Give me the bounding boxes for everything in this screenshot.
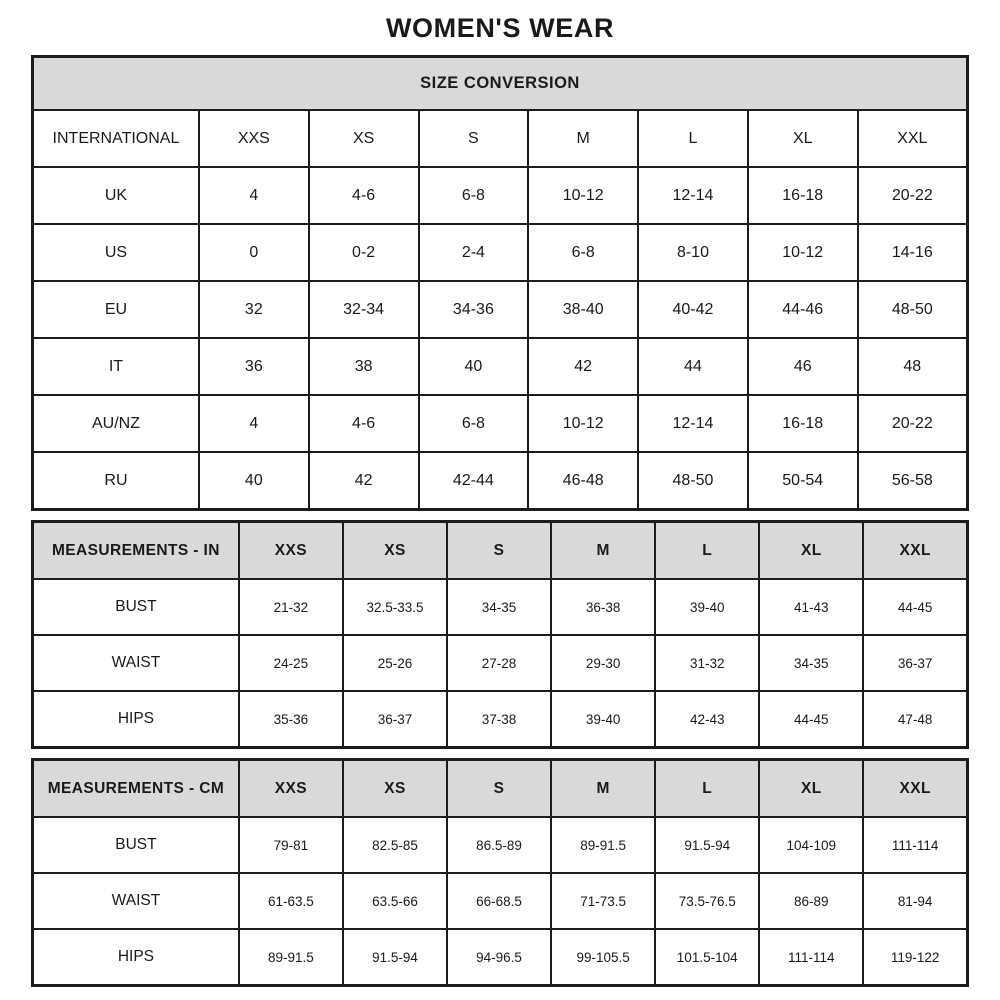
value-cell: 73.5-76.5 [655,873,759,929]
value-cell: 91.5-94 [655,817,759,873]
size-header-cell: XXS [239,760,343,818]
table-header-row [33,760,968,818]
value-cell: 89-91.5 [551,817,655,873]
table-header-row [33,522,968,580]
size-header-cell: M [551,522,655,580]
value-cell: 36 [199,338,309,395]
value-cell: 94-96.5 [447,929,551,986]
value-cell: 2-4 [419,224,529,281]
value-cell: 47-48 [863,691,967,748]
value-cell: 4-6 [309,167,419,224]
value-cell: 63.5-66 [343,873,447,929]
value-cell: 16-18 [748,395,858,452]
row-label: BUST [33,579,239,635]
size-header-cell: XS [343,522,447,580]
value-cell: 41-43 [759,579,863,635]
table-banner-row [33,57,968,111]
value-cell: 101.5-104 [655,929,759,986]
size-header-cell: XXS [239,522,343,580]
row-label: INTERNATIONAL [33,110,199,167]
value-cell: 32-34 [309,281,419,338]
value-cell: 4-6 [309,395,419,452]
value-cell: 27-28 [447,635,551,691]
value-cell: 0-2 [309,224,419,281]
value-cell: 40 [419,338,529,395]
value-cell: L [638,110,748,167]
row-label: HIPS [33,691,239,748]
size-header-cell: XXL [863,760,967,818]
row-label: UK [33,167,199,224]
page-title: WOMEN'S WEAR [385,13,615,43]
size-header-cell: S [447,522,551,580]
value-cell: 48-50 [638,452,748,510]
table-row [33,929,968,986]
table-row [33,691,968,748]
value-cell: 46 [748,338,858,395]
value-cell: 119-122 [863,929,967,986]
size-header-cell: L [655,760,759,818]
value-cell: 44-46 [748,281,858,338]
value-cell: 56-58 [858,452,968,510]
size-header-cell: XL [759,522,863,580]
value-cell: 40-42 [638,281,748,338]
value-cell: 8-10 [638,224,748,281]
value-cell: 39-40 [551,691,655,748]
value-cell: 42 [528,338,638,395]
value-cell: 35-36 [239,691,343,748]
value-cell: 20-22 [858,167,968,224]
value-cell: 86-89 [759,873,863,929]
table-row [33,167,968,224]
value-cell: 81-94 [863,873,967,929]
value-cell: 10-12 [528,167,638,224]
value-cell: 79-81 [239,817,343,873]
size-header-cell: XL [759,760,863,818]
table-measurements-cm [31,758,969,987]
row-label: HIPS [33,929,239,986]
value-cell: 29-30 [551,635,655,691]
value-cell: 37-38 [447,691,551,748]
value-cell: 14-16 [858,224,968,281]
value-cell: 86.5-89 [447,817,551,873]
value-cell: 40 [199,452,309,510]
size-header-cell: S [447,760,551,818]
value-cell: 34-35 [447,579,551,635]
row-label: RU [33,452,199,510]
value-cell: 104-109 [759,817,863,873]
value-cell: 46-48 [528,452,638,510]
value-cell: 99-105.5 [551,929,655,986]
value-cell: 82.5-85 [343,817,447,873]
value-cell: 20-22 [858,395,968,452]
value-cell: XL [748,110,858,167]
table-row [33,110,968,167]
value-cell: 12-14 [638,395,748,452]
value-cell: M [528,110,638,167]
size-header-cell: M [551,760,655,818]
value-cell: 32.5-33.5 [343,579,447,635]
size-header-cell: XXL [863,522,967,580]
value-cell: S [419,110,529,167]
table-header-title: MEASUREMENTS - CM [33,760,239,818]
table-row [33,817,968,873]
value-cell: 38 [309,338,419,395]
value-cell: 24-25 [239,635,343,691]
value-cell: 44 [638,338,748,395]
value-cell: 16-18 [748,167,858,224]
value-cell: 66-68.5 [447,873,551,929]
value-cell: 38-40 [528,281,638,338]
value-cell: 32 [199,281,309,338]
value-cell: 6-8 [419,395,529,452]
table-row [33,224,968,281]
value-cell: 25-26 [343,635,447,691]
value-cell: 48 [858,338,968,395]
value-cell: XXL [858,110,968,167]
value-cell: 34-36 [419,281,529,338]
row-label: WAIST [33,635,239,691]
table-size-conversion [31,55,969,511]
row-label: IT [33,338,199,395]
value-cell: 42-44 [419,452,529,510]
value-cell: 44-45 [759,691,863,748]
table-banner: SIZE CONVERSION [33,57,968,111]
table-row [33,395,968,452]
value-cell: 6-8 [419,167,529,224]
size-header-cell: L [655,522,759,580]
table-row [33,579,968,635]
table-row [33,635,968,691]
value-cell: 89-91.5 [239,929,343,986]
value-cell: 61-63.5 [239,873,343,929]
value-cell: 0 [199,224,309,281]
value-cell: XS [309,110,419,167]
row-label: EU [33,281,199,338]
row-label: AU/NZ [33,395,199,452]
value-cell: 12-14 [638,167,748,224]
value-cell: 48-50 [858,281,968,338]
value-cell: 111-114 [759,929,863,986]
table-row [33,873,968,929]
value-cell: 111-114 [863,817,967,873]
table-row [33,452,968,510]
row-label: WAIST [33,873,239,929]
value-cell: 50-54 [748,452,858,510]
table-row [33,281,968,338]
value-cell: 6-8 [528,224,638,281]
value-cell: XXS [199,110,309,167]
table-measurements-in [31,520,969,749]
value-cell: 36-37 [343,691,447,748]
value-cell: 71-73.5 [551,873,655,929]
size-header-cell: XS [343,760,447,818]
value-cell: 39-40 [655,579,759,635]
table-row [33,338,968,395]
table-header-title: MEASUREMENTS - IN [33,522,239,580]
value-cell: 21-32 [239,579,343,635]
value-cell: 10-12 [528,395,638,452]
value-cell: 36-37 [863,635,967,691]
value-cell: 42 [309,452,419,510]
row-label: US [33,224,199,281]
value-cell: 36-38 [551,579,655,635]
value-cell: 44-45 [863,579,967,635]
row-label: BUST [33,817,239,873]
value-cell: 42-43 [655,691,759,748]
value-cell: 4 [199,167,309,224]
value-cell: 31-32 [655,635,759,691]
value-cell: 4 [199,395,309,452]
value-cell: 34-35 [759,635,863,691]
value-cell: 91.5-94 [343,929,447,986]
value-cell: 10-12 [748,224,858,281]
